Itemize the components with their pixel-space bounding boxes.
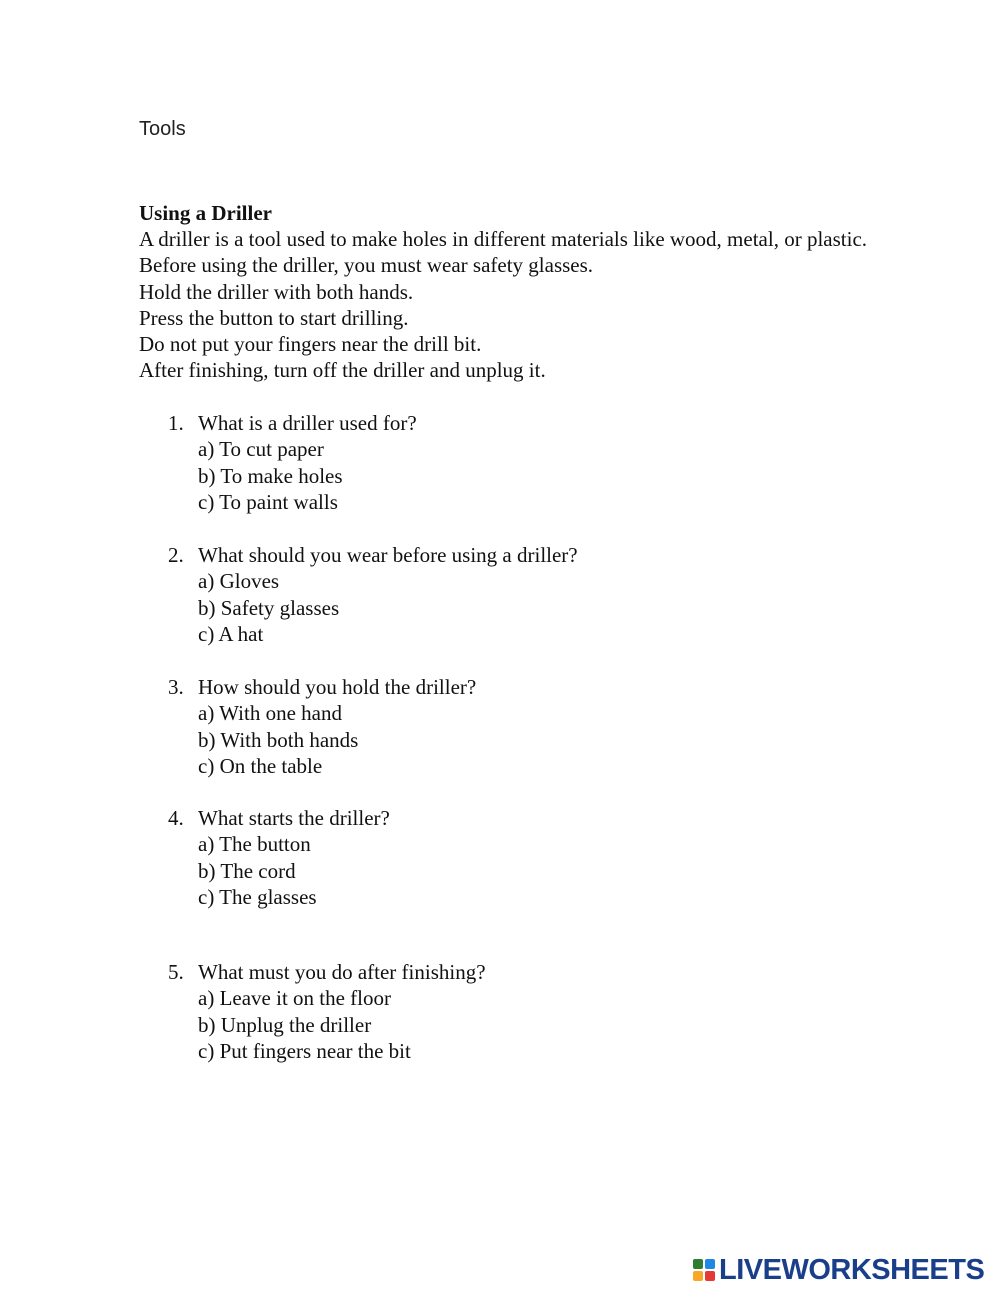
- answer-option[interactable]: c) On the table: [198, 753, 323, 778]
- answer-option[interactable]: a) Gloves: [198, 569, 280, 594]
- answer-option[interactable]: c) To paint walls: [198, 489, 338, 514]
- answer-option[interactable]: c) The glasses: [198, 884, 317, 909]
- answer-option[interactable]: a) With one hand: [198, 701, 342, 726]
- question-text: What should you wear before using a driller?: [198, 543, 578, 567]
- question-4: [168, 805, 390, 910]
- question-number: 3.: [168, 675, 184, 699]
- article-paragraph: Before using the driller, you must wear safety glasses.: [139, 253, 594, 278]
- article-paragraph: A driller is a tool used to make holes in different materials like wood, metal, or plastic.: [139, 227, 868, 252]
- article-paragraph: Press the button to start drilling.: [139, 305, 409, 330]
- article-paragraph: Do not put your fingers near the drill bit.: [139, 332, 482, 357]
- question-text: How should you hold the driller?: [198, 675, 477, 699]
- question-text: What is a driller used for?: [198, 411, 417, 435]
- question-5: [168, 959, 486, 1064]
- logo-tile: [693, 1259, 703, 1269]
- answer-option[interactable]: c) Put fingers near the bit: [198, 1038, 411, 1063]
- question-number: 1.: [168, 411, 184, 435]
- logo-text: LIVEWORKSHEETS: [719, 1253, 985, 1286]
- answer-option[interactable]: c) A hat: [198, 621, 264, 646]
- logo-tile: [705, 1259, 715, 1269]
- question-text: What starts the driller?: [198, 806, 390, 830]
- question-text: What must you do after finishing?: [198, 960, 486, 984]
- logo-tiles-icon: [693, 1259, 715, 1281]
- logo-tile: [705, 1271, 715, 1281]
- answer-option[interactable]: a) To cut paper: [198, 437, 324, 462]
- question-number: 5.: [168, 960, 184, 984]
- article-heading: Using a Driller: [139, 201, 272, 225]
- question-3: [168, 674, 476, 779]
- question-number: 4.: [168, 806, 184, 830]
- answer-option[interactable]: b) With both hands: [198, 727, 359, 752]
- page-header-title: Tools: [139, 118, 186, 140]
- answer-option[interactable]: b) Safety glasses: [198, 595, 340, 620]
- logo-tile: [693, 1271, 703, 1281]
- answer-option[interactable]: b) Unplug the driller: [198, 1012, 372, 1037]
- answer-option[interactable]: a) Leave it on the floor: [198, 986, 391, 1011]
- question-1: [168, 410, 417, 515]
- liveworksheets-logo: [693, 1253, 984, 1287]
- answer-option[interactable]: b) The cord: [198, 858, 296, 883]
- question-number: 2.: [168, 543, 184, 567]
- article-paragraph: Hold the driller with both hands.: [139, 279, 414, 304]
- answer-option[interactable]: b) To make holes: [198, 463, 343, 488]
- article: [139, 200, 879, 383]
- answer-option[interactable]: a) The button: [198, 832, 311, 857]
- question-2: [168, 542, 578, 647]
- article-paragraph: After finishing, turn off the driller and unplug it.: [139, 358, 546, 383]
